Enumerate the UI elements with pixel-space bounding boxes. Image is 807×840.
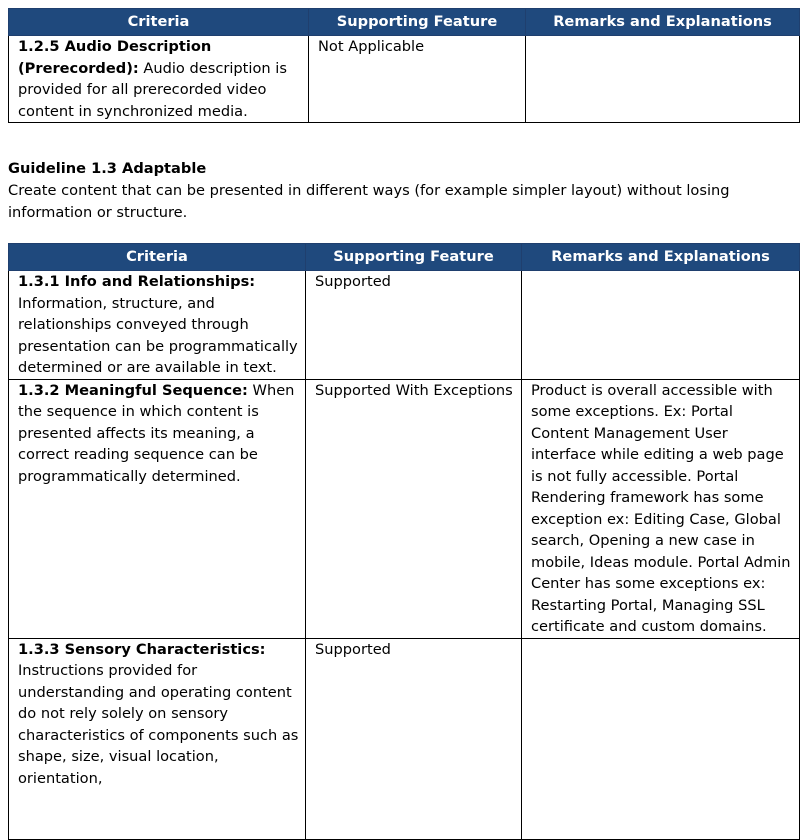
remarks-cell: Product is overall accessible with some exceptions. Ex: Portal Content Management User interface while editing a web page is not fully accessible. Portal Rendering framework has some exception ex: Editing Case, Global search, Opening a new case in mobile, Ideas module. Portal Admin Center has some exceptions ex: Restarting Portal, Managing SSL certificate and custom domains. [522,379,800,638]
criteria-title: 1.2.5 Audio Description (Prerecorded): [18,38,212,77]
criteria-text: Audio description is provided for all prerecorded video content in synchronized media. [18,59,287,120]
criteria-title: 1.3.2 Meaningful Sequence: [18,381,248,399]
header-supporting-feature: Supporting Feature [309,9,526,36]
header-criteria: Criteria [9,244,306,271]
guideline-description: Create content that can be presented in different ways (for example simpler layout) without losing information or structure. [8,182,730,221]
criteria-cell [9,271,306,380]
table-row [9,36,800,123]
table-header-row [9,244,800,271]
criteria-title: 1.3.1 Info and Relationships: [18,273,256,290]
supporting-feature-cell: Supported [306,638,522,839]
table-header-row [9,9,800,36]
header-remarks: Remarks and Explanations [522,244,800,271]
criteria-cell [9,36,309,123]
criteria-title: 1.3.3 Sensory Characteristics: [18,640,266,658]
criteria-table-1-2-5 [8,8,800,123]
criteria-text: When the sequence in which content is presented affects its meaning, a correct reading sequence can be programmatically determined. [18,381,295,485]
guideline-heading: Guideline 1.3 Adaptable [8,160,207,177]
table-row [9,271,800,380]
criteria-cell [9,379,306,638]
table-row [9,638,800,839]
header-criteria: Criteria [9,9,309,36]
criteria-cell [9,638,306,839]
header-supporting-feature: Supporting Feature [306,244,522,271]
criteria-table-guideline-1-3 [8,243,800,840]
criteria-text: Instructions provided for understanding and operating content do not rely solely on sensory characteristics of components such as shape, size, visual location, orientation, [18,662,299,787]
supporting-feature-cell: Supported [306,271,522,380]
table-row [9,379,800,638]
remarks-cell [522,638,800,839]
remarks-cell [526,36,800,123]
supporting-feature-cell: Not Applicable [309,36,526,123]
criteria-text: Information, structure, and relationships conveyed through presentation can be programmatically determined or are available in text. [18,294,298,376]
remarks-cell [522,271,800,380]
supporting-feature-cell: Supported With Exceptions [306,379,522,638]
header-remarks: Remarks and Explanations [526,9,800,36]
